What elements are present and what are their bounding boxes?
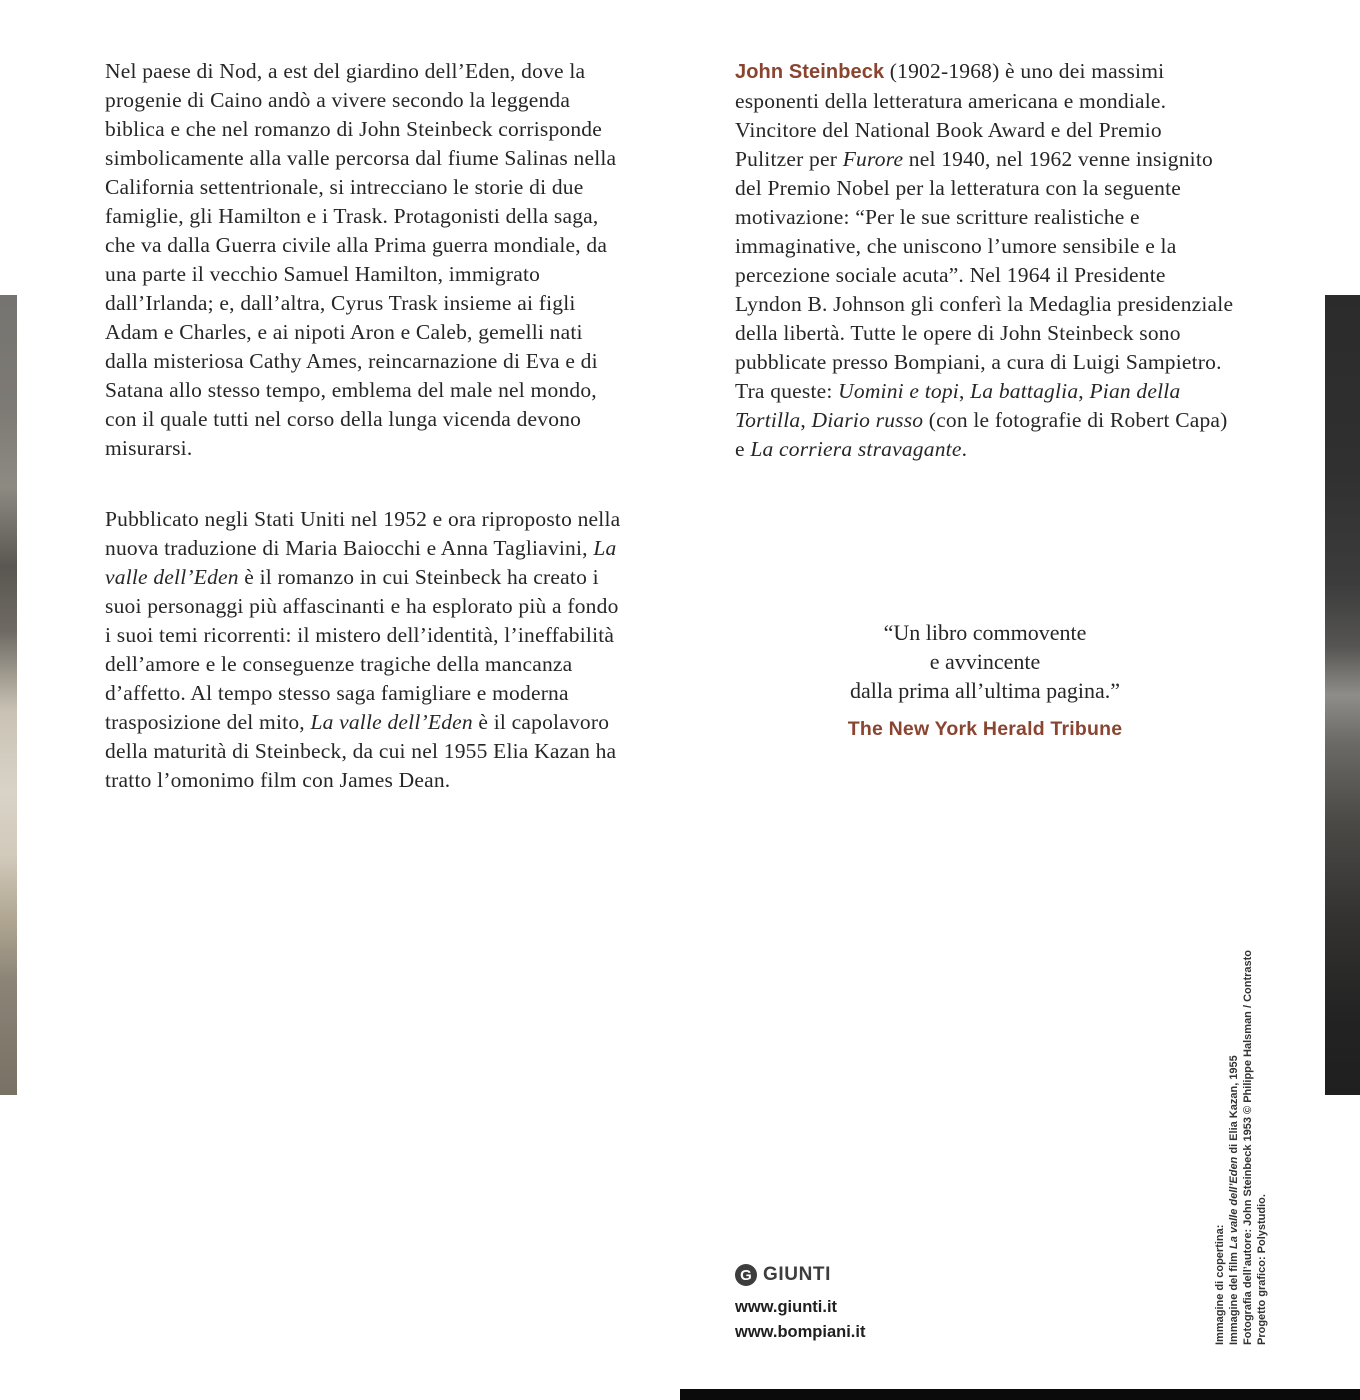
text-run: è il romanzo in cui Steinbeck ha creato i suoi personaggi più affascinanti e ha esplorato più a fondo i suoi temi ricorrenti: il mistero dell’identità, l’ineffabilità dell’amore e le conseguenze tragiche della mancanza d’affetto. Al tempo stesso saga famigliare e moderna trasposizione del mito, — [105, 565, 619, 734]
front-flap-synopsis — [105, 57, 627, 795]
quote-line-1: “Un libro commovente — [883, 620, 1087, 645]
text-run: Immagine del film — [1228, 1249, 1240, 1345]
italic-title-run: Diario russo — [811, 408, 924, 432]
back-flap-author-bio — [735, 57, 1235, 464]
quote-line-3: dalla prima all’ultima pagina.” — [849, 678, 1120, 703]
review-quote-block — [735, 618, 1235, 741]
text-run: Immagine di copertina: — [1214, 1224, 1226, 1345]
credit-line-4 — [1255, 985, 1269, 1345]
publisher-url-giunti: www.giunti.it — [735, 1298, 838, 1316]
text-run: , — [800, 408, 812, 432]
credit-line-2 — [1227, 985, 1241, 1345]
italic-title-run: Uomini e topi — [838, 379, 959, 403]
cover-photo-edge-left — [0, 295, 17, 1095]
text-run: Fotografia dell’autore: John Steinbeck 1953 © Philippe Halsman / Contrasto — [1242, 949, 1254, 1345]
text-run: . — [961, 437, 968, 461]
bottom-spine-bar — [680, 1389, 1360, 1400]
italic-title-run: La valle dell’Eden — [1228, 1156, 1240, 1250]
quote-attribution: The New York Herald Tribune — [847, 718, 1123, 740]
publisher-urls — [735, 1295, 865, 1345]
synopsis-paragraph-2 — [105, 505, 627, 795]
publisher-url-bompiani: www.bompiani.it — [735, 1323, 866, 1341]
cover-photo-edge-right — [1325, 295, 1360, 1095]
publisher-block — [735, 1264, 865, 1345]
credit-line-1 — [1213, 985, 1227, 1345]
text-run: Progetto grafico: Polystudio. — [1256, 1194, 1268, 1345]
text-run: Pubblicato negli Stati Uniti nel 1952 e ora riproposto nella nuova traduzione di Maria Baiocchi e Anna Tagliavini, — [105, 507, 621, 560]
text-run: , — [1078, 379, 1090, 403]
text-run: (con le fotografie di Robert Capa) e — [735, 408, 1228, 461]
text-run: , — [958, 379, 971, 403]
quote-line-2: e avvincente — [929, 649, 1041, 674]
giunti-logo — [735, 1264, 865, 1286]
italic-title-run: La valle dell’Eden — [105, 536, 617, 589]
text-run: nel 1940, nel 1962 venne insignito del Premio Nobel per la letteratura con la seguente motivazione: “Per le sue scritture realistiche e immaginative, che uniscono l’umore sensibile e la percezione sociale acuta”. Nel 1964 il Presidente Lyndon B. Johnson gli conferì la Medaglia presidenziale della libertà. Tutte le opere di John Steinbeck sono pubblicate presso Bompiani, a cura di Luigi Sampietro. Tra queste: — [735, 147, 1234, 403]
text-run: (1902-1968) è uno dei massimi esponenti della letteratura americana e mondiale. Vincitore del National Book Award e del Premio Pulitzer per — [735, 59, 1167, 171]
italic-title-run: Pian della Tortilla — [735, 379, 1181, 432]
giunti-logo-text: GIUNTI — [763, 1264, 831, 1285]
synopsis-paragraph-1 — [105, 57, 627, 463]
italic-title-run: La valle dell’Eden — [310, 710, 473, 734]
italic-title-run: La corriera stravagante — [750, 437, 962, 461]
cover-credits-vertical — [1213, 949, 1273, 1345]
giunti-logo-icon: G — [735, 1264, 757, 1286]
text-run: di Elia Kazan, 1955 — [1228, 1055, 1240, 1157]
italic-title-run: Furore — [842, 147, 904, 171]
emphasis-run: John Steinbeck — [735, 61, 885, 83]
text-run: è il capolavoro della maturità di Steinbeck, da cui nel 1955 Elia Kazan ha tratto l’omonimo film con James Dean. — [105, 710, 617, 792]
text-run: Nel paese di Nod, a est del giardino dell’Eden, dove la progenie di Caino andò a vivere secondo la leggenda biblica e che nel romanzo di John Steinbeck corrisponde simbolicamente alla valle percorsa dal fiume Salinas nella California settentrionale, si intrecciano le storie di due famiglie, gli Hamilton e i Trask. Protagonisti della saga, che va dalla Guerra civile alla Prima guerra mondiale, da una parte il vecchio Samuel Hamilton, immigrato dall’Irlanda; e, dall’altra, Cyrus Trask insieme ai figli Adam e Charles, e ai nipoti Aron e Caleb, gemelli nati dalla misteriosa Cathy Ames, reincarnazione di Eva e di Satana allo stesso tempo, emblema del male nel mondo, con il quale tutti nel corso della lunga vicenda devono misurarsi. — [105, 59, 617, 460]
italic-title-run: La battaglia — [970, 379, 1079, 403]
author-bio-paragraph — [735, 57, 1235, 464]
credit-line-3 — [1241, 949, 1255, 1345]
